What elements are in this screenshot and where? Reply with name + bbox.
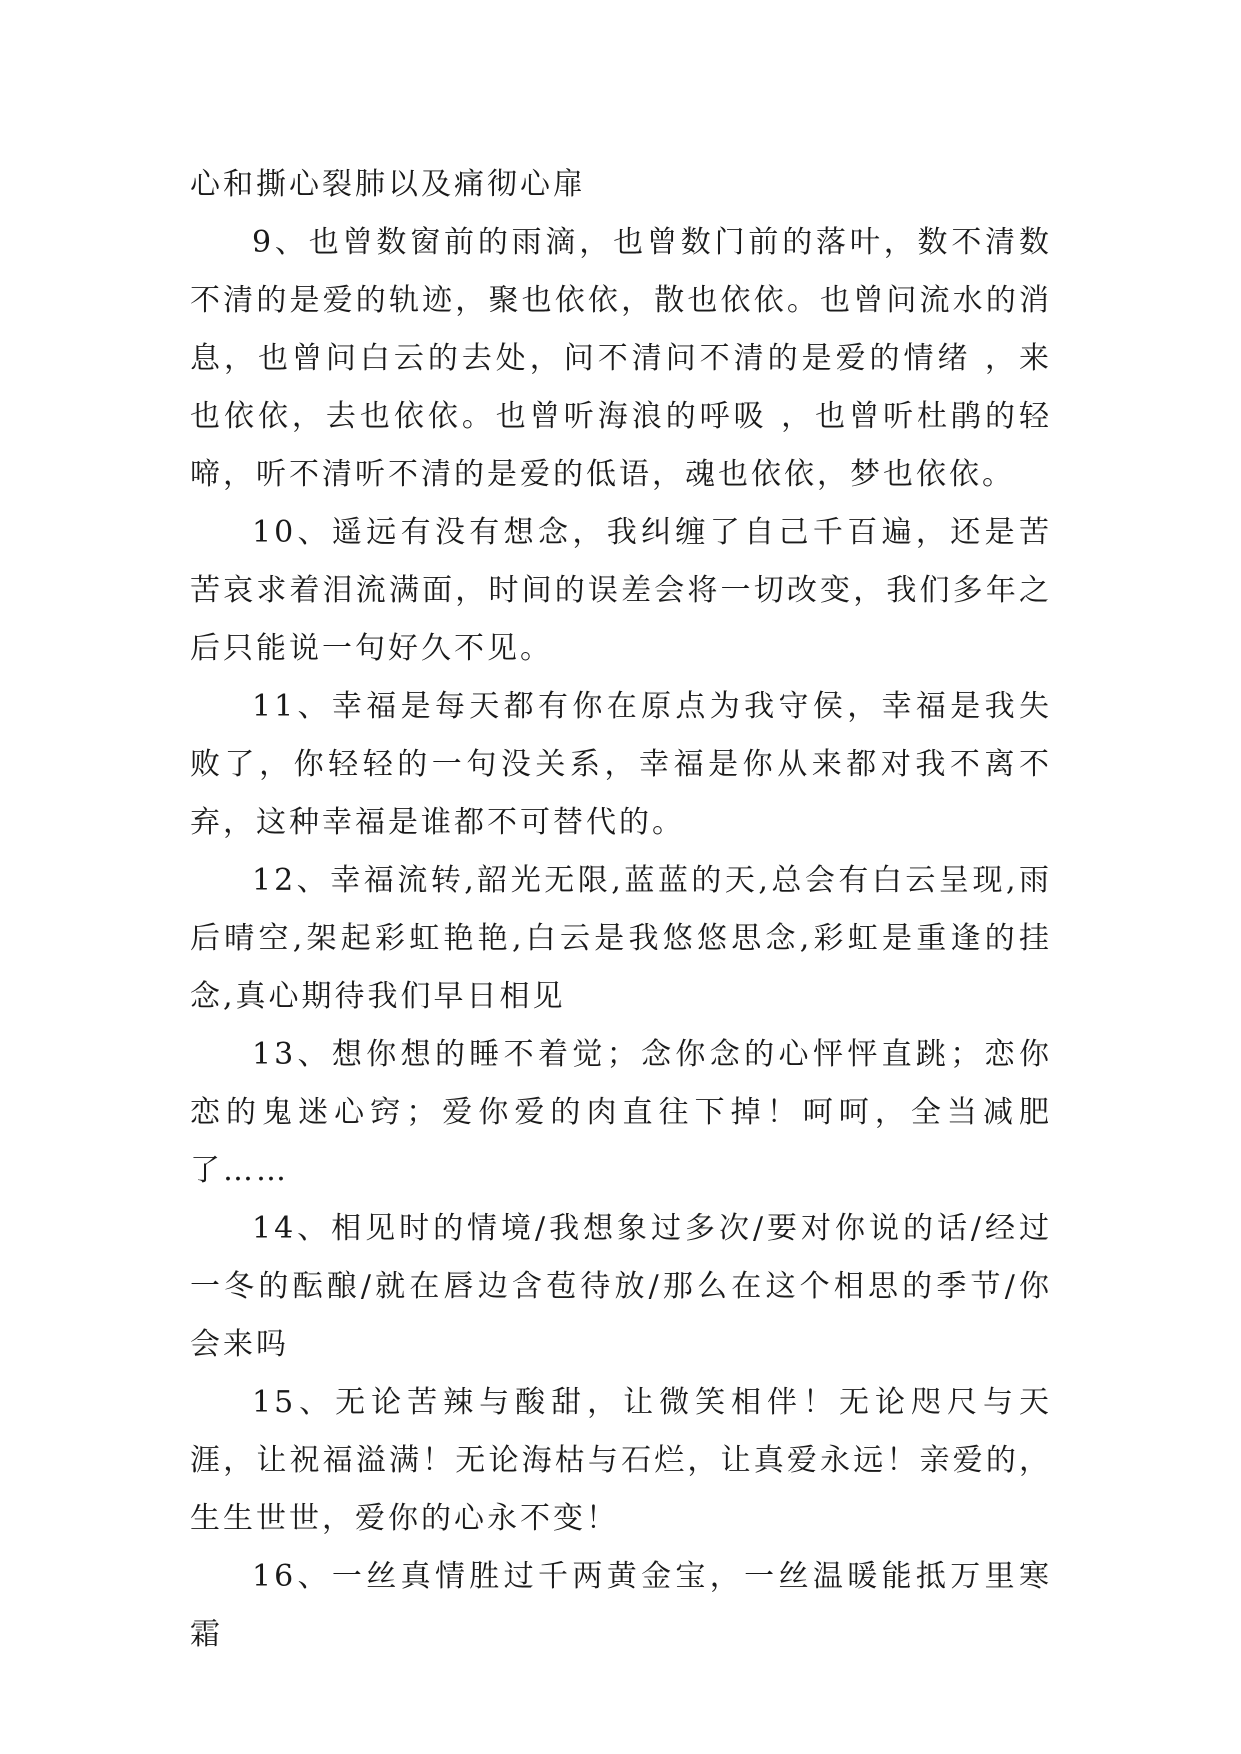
paragraph-item-12: 12、幸福流转,韶光无限,蓝蓝的天,总会有白云呈现,雨后晴空,架起彩虹艳艳,白云是我悠悠思念,彩虹是重逢的挂念,真心期待我们早日相见	[190, 863, 1052, 1014]
document-body	[190, 156, 1052, 1664]
paragraph-continuation: 心和撕心裂肺以及痛彻心扉	[190, 167, 586, 202]
paragraph-item-13: 13、想你想的睡不着觉；念你念的心怦怦直跳；恋你恋的鬼迷心窍；爱你爱的肉直往下掉！呵呵，全当减肥了……	[190, 1037, 1052, 1188]
paragraph-item-9: 9、也曾数窗前的雨滴，也曾数门前的落叶，数不清数不清的是爱的轨迹，聚也依依，散也依依。也曾问流水的消息，也曾问白云的去处，问不清问不清的是爱的情绪 ，来也依依，去也依依。也曾听海浪的呼吸 ，也曾听杜鹃的轻啼，听不清听不清的是爱的低语，魂也依依，梦也依依。	[190, 225, 1052, 492]
paragraph-item-15: 15、无论苦辣与酸甜，让微笑相伴！无论咫尺与天涯，让祝福溢满！无论海枯与石烂，让真爱永远！亲爱的，生生世世，爱你的心永不变！	[190, 1385, 1052, 1536]
paragraph-item-14: 14、相见时的情境/我想象过多次/要对你说的话/经过一冬的酝酿/就在唇边含苞待放/那么在这个相思的季节/你会来吗	[190, 1211, 1052, 1362]
paragraph-item-10: 10、遥远有没有想念，我纠缠了自己千百遍，还是苦苦哀求着泪流满面，时间的误差会将一切改变，我们多年之后只能说一句好久不见。	[190, 515, 1052, 666]
paragraph-item-11: 11、幸福是每天都有你在原点为我守侯，幸福是我失败了，你轻轻的一句没关系，幸福是你从来都对我不离不弃，这种幸福是谁都不可替代的。	[190, 689, 1052, 840]
paragraph-item-16: 16、一丝真情胜过千两黄金宝，一丝温暖能抵万里寒霜	[190, 1559, 1052, 1652]
